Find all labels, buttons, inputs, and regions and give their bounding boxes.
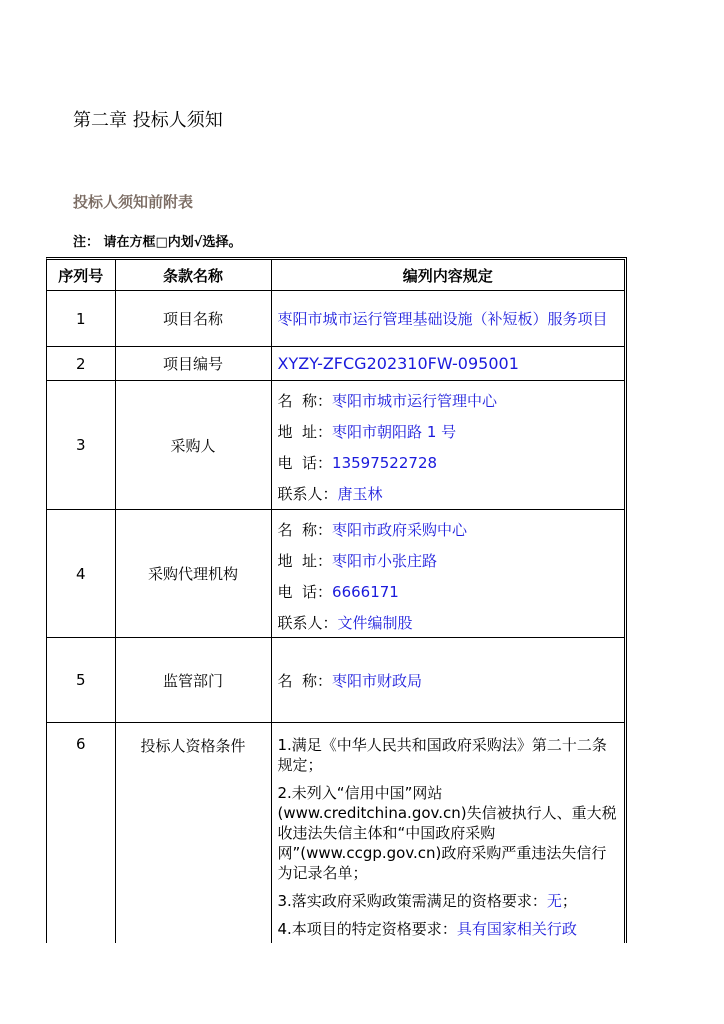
purchaser-name: 枣阳市城市运行管理中心 [332,392,498,410]
clause-content [271,638,624,723]
section-title: 投标人须知前附表 [73,193,194,211]
header-clause: 条款名称 [115,260,271,291]
table-row [47,510,624,638]
row-number: 1 [47,291,115,347]
clause-content [271,723,624,944]
project-number-value: XYZY-ZFCG202310FW-095001 [277,353,519,373]
agency-phone: 6666171 [332,582,399,601]
specific-requirement-value: 具有国家相关行政 [456,920,577,938]
row-number: 6 [47,723,115,944]
purchaser-phone: 13597522728 [332,454,438,472]
table-row [47,723,624,944]
row-number: 2 [47,347,115,381]
purchaser-contact: 唐玉林 [337,485,383,503]
clause-name: 项目编号 [115,347,271,381]
row-number: 5 [47,638,115,723]
purchaser-address-line: 地 址：枣阳市朝阳路 1 号 [277,423,457,441]
project-name-value: 枣阳市城市运行管理基础设施（补短板）服务项目 [277,309,608,328]
selection-note: 注： 请在方框□内划√选择。 [73,235,242,250]
agency-contact-line: 联系人：文件编制股 [277,613,413,632]
agency-contact: 文件编制股 [337,613,413,632]
table-row [47,291,624,347]
agency-name: 枣阳市政府采购中心 [332,520,468,539]
purchaser-name-line: 名 称：枣阳市城市运行管理中心 [277,392,498,410]
agency-address-line: 地 址：枣阳市小张庄路 [277,551,438,570]
clause-name: 项目名称 [115,291,271,347]
table-row [47,347,624,381]
clause-name: 采购代理机构 [115,510,271,638]
purchaser-address: 枣阳市朝阳路 1 号 [332,423,457,441]
bidder-notice-table [46,257,627,943]
clause-content [271,291,624,347]
clause-name: 采购人 [115,381,271,510]
purchaser-phone-line: 电 话：13597522728 [277,454,438,472]
table-row [47,638,624,723]
clause-content [271,510,624,638]
regulator-name: 枣阳市财政局 [332,671,423,690]
qualification-2: 2.未列入“信用中国”网站(www.creditchina.gov.cn)失信被执行人、重大税收违法失信主体和“中国政府采购网”(www.ccgp.gov.cn)政府采购严重违法失信行为记录名单； [277,784,617,882]
chapter-title: 第二章 投标人须知 [73,110,223,131]
agency-name-line: 名 称：枣阳市政府采购中心 [277,520,468,539]
qualification-1: 1.满足《中华人民共和国政府采购法》第二十二条规定； [277,736,607,774]
policy-requirement-value: 无 [546,892,562,910]
qualification-4: 4.本项目的特定资格要求：具有国家相关行政 [277,920,577,938]
row-number: 4 [47,510,115,638]
clause-name: 监管部门 [115,638,271,723]
agency-address: 枣阳市小张庄路 [332,551,438,570]
row-number: 3 [47,381,115,510]
agency-phone-line: 电 话：6666171 [277,582,399,601]
clause-content [271,381,624,510]
table-row [47,381,624,510]
qualification-3: 3.落实政府采购政策需满足的资格要求：无； [277,892,577,910]
header-content: 编列内容规定 [271,260,624,291]
clause-name: 投标人资格条件 [115,723,271,944]
header-serial: 序列号 [47,260,115,291]
purchaser-contact-line: 联系人：唐玉林 [277,485,383,503]
clause-content [271,347,624,381]
table-header-row [47,260,624,291]
regulator-line: 名 称：枣阳市财政局 [277,671,423,690]
